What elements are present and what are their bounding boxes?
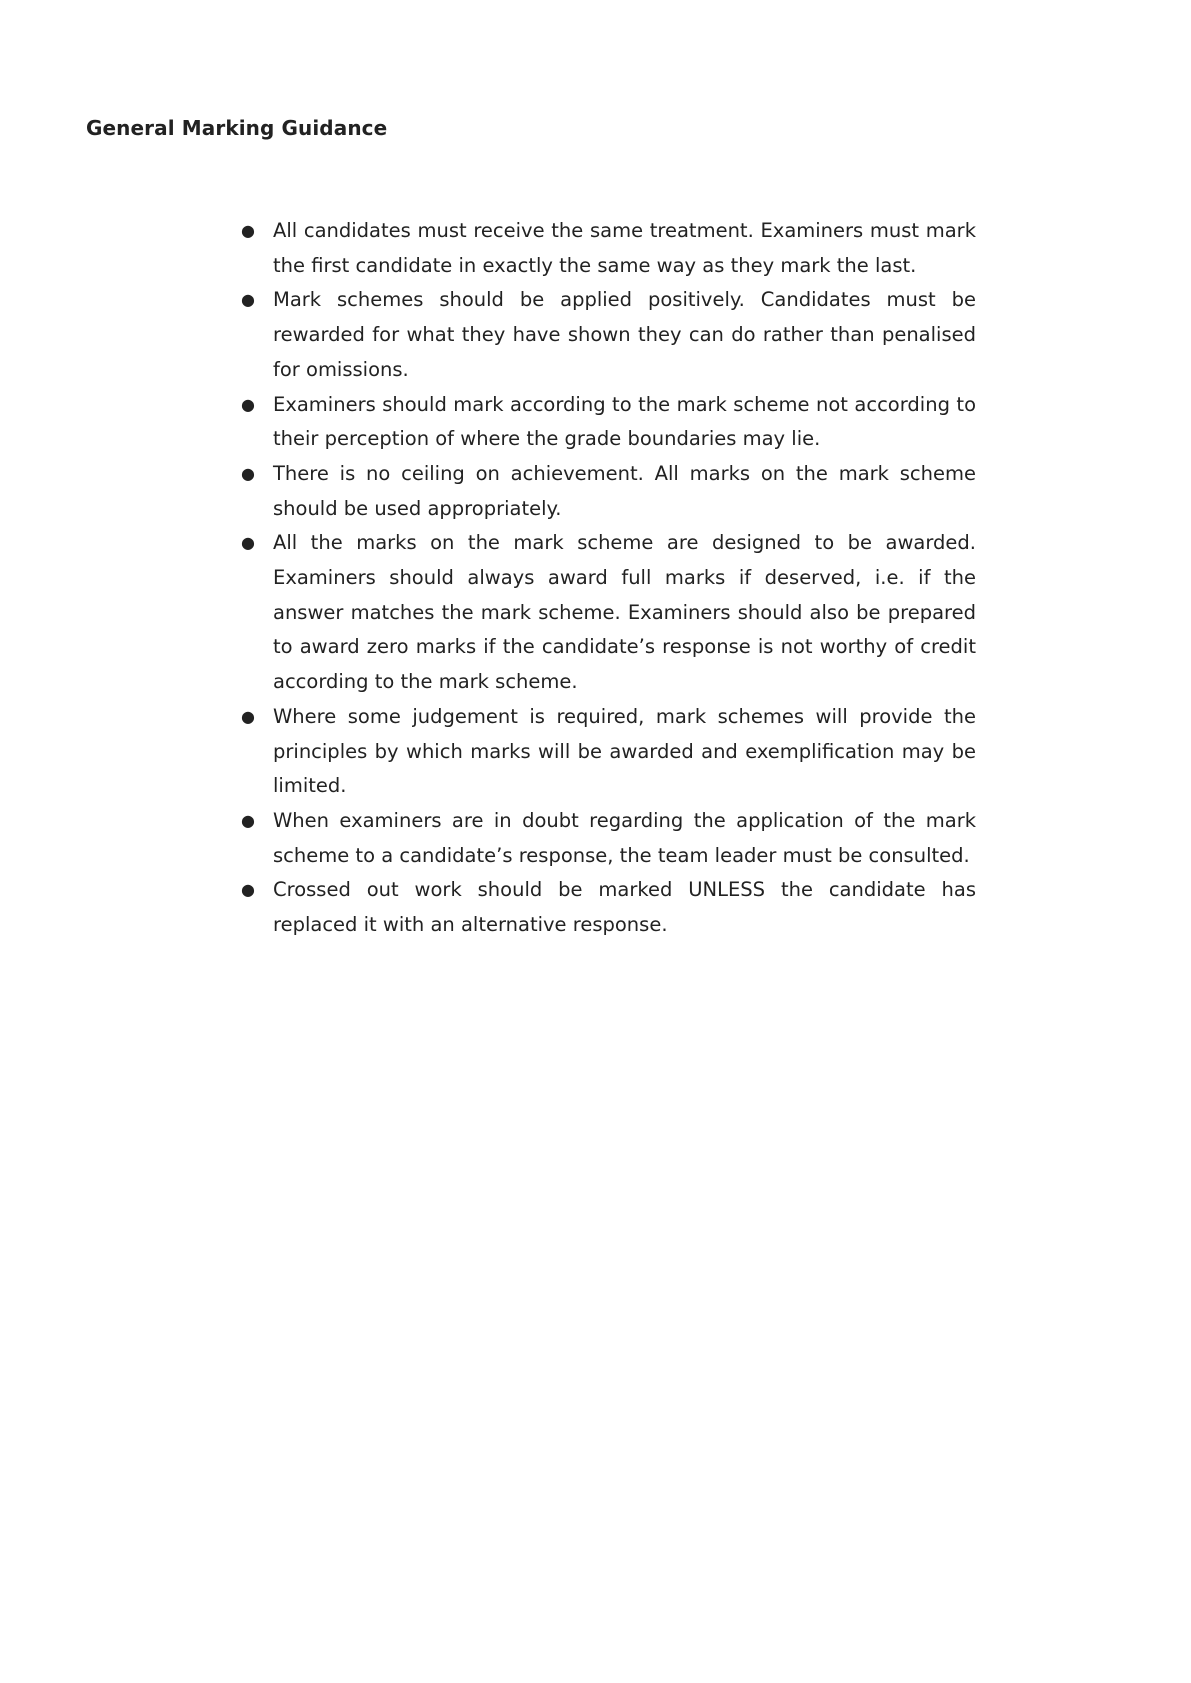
list-item-text: Crossed out work should be marked UNLESS the candidate has replaced it with an alternative response.: [273, 878, 976, 937]
guidance-list: [241, 214, 976, 943]
list-item-text: Where some judgement is required, mark schemes will provide the principles by which marks will be awarded and exemplification may be limited.: [273, 704, 976, 798]
list-item-text: All candidates must receive the same treatment. Examiners must mark the first candidate in exactly the same way as they mark the last.: [273, 219, 976, 277]
list-item: [241, 873, 976, 942]
list-item: [241, 283, 976, 387]
list-item-text: When examiners are in doubt regarding the application of the mark scheme to a candidate’s response, the team leader must be consulted.: [273, 808, 976, 867]
list-item: [241, 526, 976, 700]
list-item-text: All the marks on the mark scheme are designed to be awarded. Examiners should always award full marks if deserved, i.e. if the answer matches the mark scheme. Examiners should also be prepared to award zero marks if the candidate’s response is not worthy of credit according to the mark scheme.: [273, 531, 976, 694]
bullet-icon: ●: [241, 533, 255, 553]
bullet-icon: ●: [241, 810, 255, 830]
list-item-text: Mark schemes should be applied positively. Candidates must be rewarded for what they have shown they can do rather than penalised for omissions.: [273, 288, 976, 381]
bullet-icon: ●: [241, 221, 255, 240]
bullet-icon: ●: [241, 463, 255, 483]
page-heading: General Marking Guidance: [86, 116, 388, 140]
list-item: [241, 700, 976, 804]
bullet-icon: ●: [241, 290, 255, 310]
list-item: [241, 457, 976, 526]
list-item: [241, 214, 976, 283]
bullet-icon: ●: [241, 880, 255, 900]
list-item: [241, 388, 976, 457]
bullet-icon: ●: [241, 394, 255, 414]
list-item: [241, 804, 976, 873]
list-item-text: There is no ceiling on achievement. All marks on the mark scheme should be used appropriately.: [273, 461, 976, 520]
bullet-icon: ●: [241, 706, 255, 726]
list-item-text: Examiners should mark according to the mark scheme not according to their perception of where the grade boundaries may lie.: [273, 392, 976, 451]
